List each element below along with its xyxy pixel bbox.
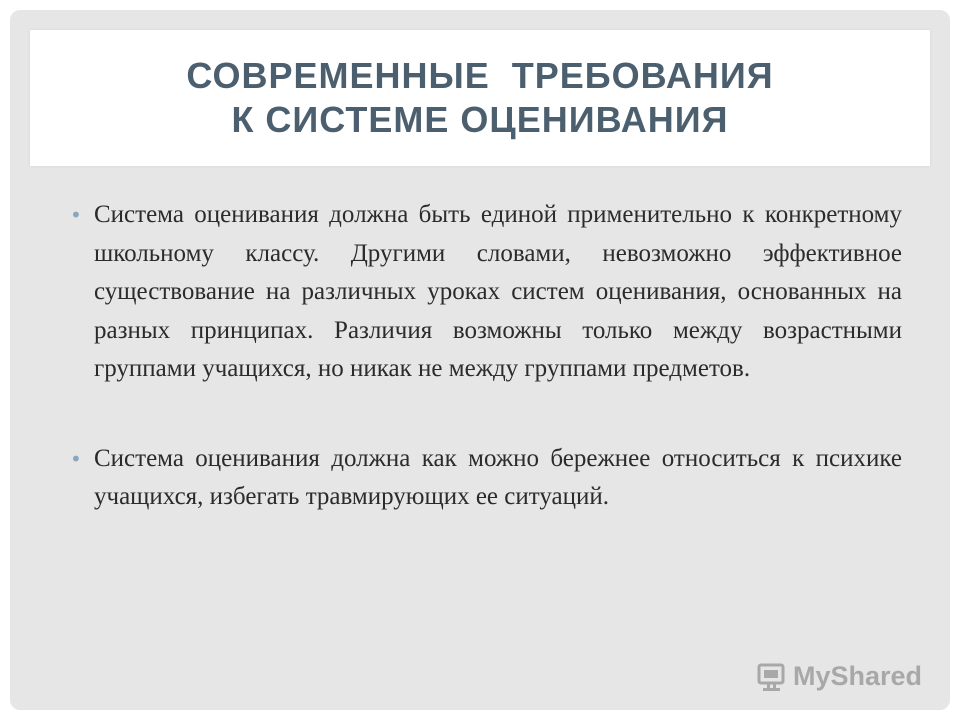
bullet-item: [70, 440, 902, 517]
slide-title-line-1: СОВРЕМЕННЫЕ ТРЕБОВАНИЯ: [186, 55, 774, 96]
slide-title-line-2: К СИСТЕМЕ ОЦЕНИВАНИЯ: [231, 99, 729, 140]
slide-title-box: [30, 30, 930, 166]
bullet-icon: •: [70, 203, 82, 227]
bullet-icon: •: [70, 446, 82, 471]
bullet-list: [70, 196, 902, 517]
bullet-text: Система оценивания должна как можно бережнее относиться к психике учащихся, избегать травмирующих ее ситуаций.: [94, 444, 902, 510]
slide: [10, 10, 950, 710]
watermark-text: MyShared: [792, 661, 922, 691]
bullet-text: Система оценивания должна быть единой применительно к конкретному школьному классу. Другими словами, невозможно эффективное существование на различных уроках систем оценивания, основанных на разных принципах. Различия возможны только между возрастными группами учащихся, но никак не между группами предметов.: [94, 201, 902, 382]
myshared-logo-icon: [757, 662, 789, 692]
watermark: [757, 661, 922, 692]
bullet-item: [70, 196, 902, 389]
